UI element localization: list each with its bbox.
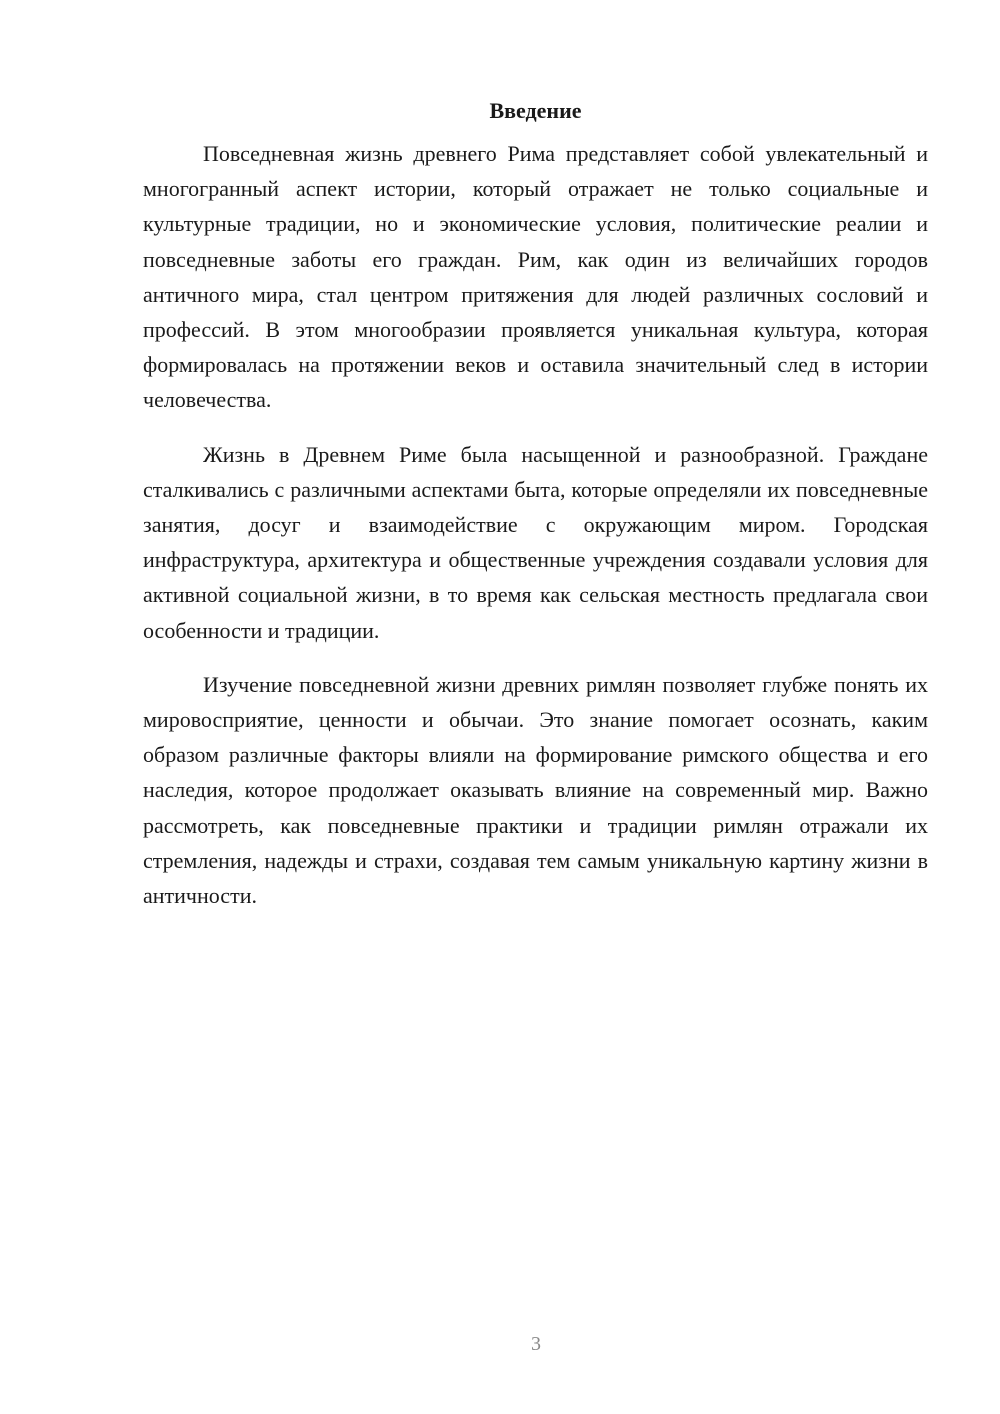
page-content — [143, 96, 928, 932]
section-title: Введение — [489, 98, 582, 123]
page-number: 3 — [531, 1333, 541, 1355]
paragraph-3: Изучение повседневной жизни древних римлян позволяет глубже понять их мировосприятие, ценности и обычаи. Это знание помогает осознать, каким образом различные факторы влияли на формирование римского общества и его наследия, которое продолжает оказывать влияние на современный мир. Важно рассмотреть, как повседневные практики и традиции римлян отражали их стремления, надежды и страхи, создавая тем самым уникальную картину жизни в античности. — [143, 671, 928, 909]
paragraph-1: Повседневная жизнь древнего Рима представляет собой увлекательный и многогранный аспект истории, который отражает не только социальные и культурные традиции, но и экономические условия, политические реалии и повседневные заботы его граждан. Рим, как один из величайших городов античного мира, стал центром притяжения для людей различных сословий и профессий. В этом многообразии проявляется уникальная культура, которая формировалась на протяжении веков и оставила значительный след в истории человечества. — [143, 141, 928, 413]
paragraph-2: Жизнь в Древнем Риме была насыщенной и разнообразной. Граждане сталкивались с различными аспектами быта, которые определяли их повседневные занятия, досуг и взаимодействие с окружающим миром. Городская инфраструктура, архитектура и общественные учреждения создавали условия для активной социальной жизни, в то время как сельская местность предлагала свои особенности и традиции. — [143, 441, 928, 643]
